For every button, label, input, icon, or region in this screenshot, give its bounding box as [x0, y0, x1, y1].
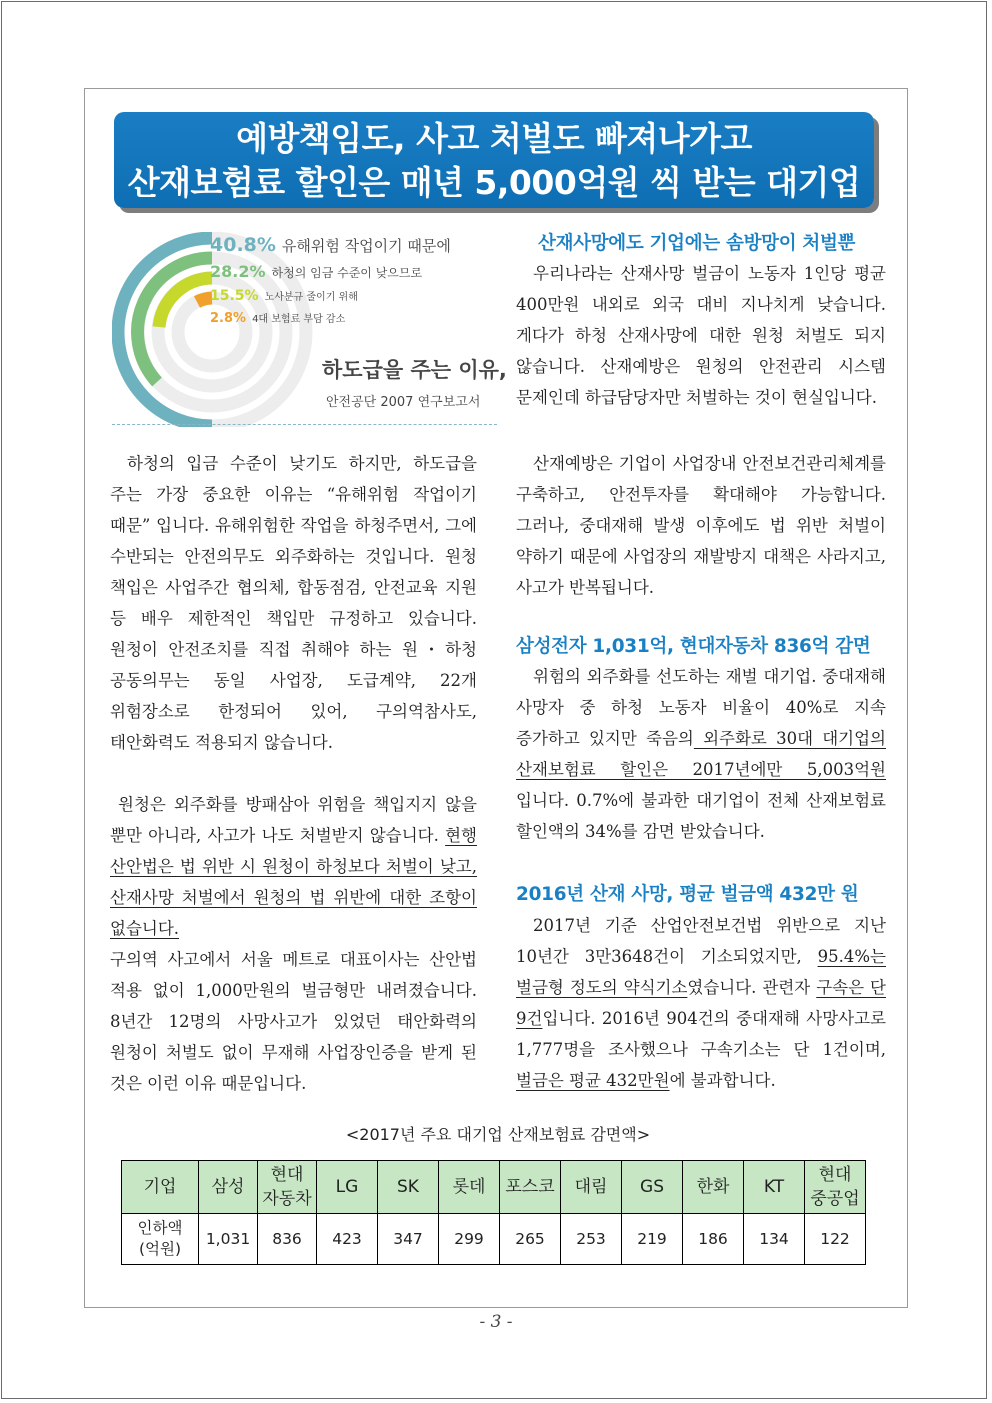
- reason-row-1: [210, 234, 451, 256]
- section-heading-2: 삼성전자 1,031억, 현대자동차 836억 감면: [516, 636, 871, 657]
- left-paragraph-3: [110, 944, 477, 1099]
- subcontract-reasons-infographic: [112, 232, 507, 427]
- header-cell: 대림: [561, 1161, 622, 1214]
- value-cell: 347: [378, 1214, 439, 1265]
- header-cell: 삼성: [199, 1161, 258, 1214]
- reason-row-2: [210, 262, 422, 281]
- reason-pct-4: 2.8%: [210, 311, 247, 326]
- reason-row-4: [210, 310, 345, 326]
- infographic-title: 하도급을 주는 이유,: [322, 358, 507, 382]
- value-cell: 1,031: [199, 1214, 258, 1265]
- header-cell: 현대 자동차: [258, 1161, 317, 1214]
- right-p4-underlined-2: 구속은 단 9건: [516, 978, 886, 1028]
- value-cell: 265: [500, 1214, 561, 1265]
- left-p2-text: 원청은 외주화를 방패삼아 위험을 책입지지 않을 뿐만 아니라, 사고가 나도 처벌받지 않습니다.: [110, 795, 477, 845]
- left-paragraph-1: [110, 448, 477, 758]
- reason-label-4: 4대 보험료 부담 감소: [252, 314, 346, 325]
- right-paragraph-1: [516, 258, 886, 413]
- section-heading-3: 2016년 산재 사망, 평균 벌금액 432만 원: [516, 884, 859, 905]
- infographic-source: 안전공단 2007 연구보고서: [326, 395, 481, 410]
- value-cell: 253: [561, 1214, 622, 1265]
- row-label-cell: 인하액 (억원): [122, 1214, 199, 1265]
- infographic-divider: [112, 424, 497, 425]
- reason-pct-3: 15.5%: [210, 288, 259, 304]
- table-value-row: [122, 1214, 866, 1265]
- right-p3-underlined: 외주화로 30대 대기업의 산재보험료 할인은 2017년에만 5,003억원: [516, 729, 886, 779]
- page-number: - 3 -: [479, 1312, 513, 1332]
- value-cell: 836: [258, 1214, 317, 1265]
- reason-label-2: 하청의 임금 수준이 낮으므로: [271, 266, 423, 280]
- right-paragraph-4: [516, 910, 886, 1096]
- right-p4-text-3: 입니다. 2016년 904건의 중대재해 사망사고로 1,777명을 조사했으나 구속기소는 단 1건이며,: [516, 1009, 886, 1059]
- value-cell: 134: [744, 1214, 805, 1265]
- title-banner: [114, 112, 874, 208]
- right-p3-text: 위험의 외주화를 선도하는 재벌 대기업. 중대재해 사망자 중 하청 노동자 비율이 40%로 지속 증가하고 있지만 죽음의: [516, 667, 886, 748]
- header-cell: 기업: [122, 1161, 199, 1214]
- right-p3-text-end: 입니다. 0.7%에 불과한 대기업이 전체 산재보험료 할인액의 34%를 감면 받았습니다.: [516, 791, 886, 841]
- reason-label-3: 노사분규 줄이기 위해: [264, 292, 358, 303]
- reason-label-1: 유해위험 작업이기 때문에: [281, 237, 451, 255]
- value-cell: 299: [439, 1214, 500, 1265]
- value-cell: 122: [805, 1214, 866, 1265]
- header-cell: 현대 중공업: [805, 1161, 866, 1214]
- left-p1-text: 하청의 입금 수준이 낮기도 하지만, 하도급을 주는 가장 중요한 이유는 “유해위험 작업이기 때문” 입니다. 유해위험한 작업을 하청주면서, 그에 수반되는 안전의무도 외주화하는 것입니다. 원청 책입은 사업주간 협의체, 합동점검, 안전교육 지원 등 배우 제한적인 책입만 규정하고 있습니다. 원청이 안전조치를 직접 취해야 하는 원・하청 공동의무는 동일 사업장, 도급계약, 22개 위험장소로 한정되어 있어, 구의역참사도, 태안화력도 적용되지 않습니다.: [110, 454, 477, 752]
- left-p2-underlined: 현행 산안법은 법 위반 시 원청이 하청보다 처벌이 낮고, 산재사망 처벌에서 원청의 법 위반에 대한 조항이 없습니다.: [110, 826, 477, 938]
- left-paragraph-2: [110, 789, 477, 944]
- header-cell: KT: [744, 1161, 805, 1214]
- right-p4-text: 2017년 기준 산업안전보건법 위반으로 지난 10년간 3만3648건이 기소되었지만,: [516, 916, 886, 966]
- header-cell: LG: [317, 1161, 378, 1214]
- header-cell: SK: [378, 1161, 439, 1214]
- header-cell: GS: [622, 1161, 683, 1214]
- table-header-row: [122, 1161, 866, 1214]
- right-p2-text: 산재예방은 기업이 사업장내 안전보건관리체계를 구축하고, 안전투자를 확대해야 가능합니다. 그러나, 중대재해 발생 이후에도 법 위반 처벌이 약하기 때문에 사업장의 재발방지 대책은 사라지고, 사고가 반복됩니다.: [516, 454, 886, 597]
- right-p4-underlined-1: 95.4%는 벌금형 정도의 약식기소: [516, 947, 886, 997]
- right-p1-text: 우리나라는 산재사망 벌금이 노동자 1인당 평균 400만원 내외로 외국 대비 지나치게 낮습니다. 게다가 하청 산재사망에 대한 원청 처벌도 되지 않습니다. 산재예방은 원청의 안전관리 시스템 문제인데 하급담당자만 처벌하는 것이 현실입니다.: [516, 264, 886, 407]
- premium-reduction-table: [121, 1160, 866, 1265]
- section-heading-1: 산재사망에도 기업에는 솜방망이 처벌뿐: [538, 233, 856, 254]
- value-cell: 423: [317, 1214, 378, 1265]
- header-cell: 포스코: [500, 1161, 561, 1214]
- ring-track-4: [178, 298, 246, 366]
- right-p4-text-4: 에 불과합니다.: [669, 1071, 776, 1090]
- reason-pct-2: 28.2%: [210, 262, 266, 281]
- reason-row-3: [210, 288, 358, 304]
- right-p4-underlined-3: 벌금은 평균 432만원: [516, 1071, 670, 1090]
- title-line-1: 예방책임도, 사고 처벌도 빠져나가고: [236, 119, 752, 158]
- right-paragraph-2: [516, 448, 886, 603]
- reason-pct-1: 40.8%: [210, 234, 276, 256]
- header-cell: 한화: [683, 1161, 744, 1214]
- value-cell: 219: [622, 1214, 683, 1265]
- header-cell: 롯데: [439, 1161, 500, 1214]
- right-paragraph-3: [516, 661, 886, 847]
- table-caption: <2017년 주요 대기업 산재보험료 감면액>: [345, 1125, 651, 1144]
- title-line-2: 산재보험료 할인은 매년 5,000억원 씩 받는 대기업: [127, 163, 861, 202]
- value-cell: 186: [683, 1214, 744, 1265]
- left-p3-text: 구의역 사고에서 서울 메트로 대표이사는 산안법 적용 없이 1,000만원의 벌금형만 내려졌습니다. 8년간 12명의 사망사고가 있었던 태안화력의 원청이 처벌도 없이 무재해 사업장인증을 받게 된 것은 이런 이유 때문입니다.: [110, 950, 477, 1093]
- right-p4-text-2: 였습니다. 관련자: [687, 978, 817, 997]
